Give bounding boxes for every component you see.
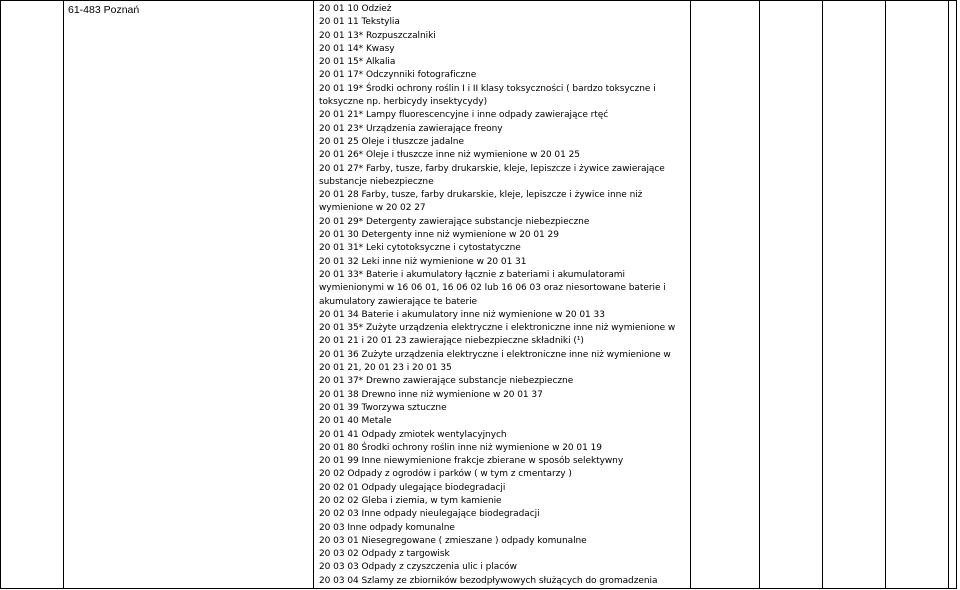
waste-code-line: 20 01 13* Rozpuszczalniki	[319, 30, 436, 41]
waste-code-line: 20 01 21* Lampy fluorescencyjne i inne odpady zawierające rtęć	[319, 110, 609, 121]
waste-code-line: 20 01 35* Zużyte urządzenia elektryczne i elektroniczne inne niż wymienione w	[319, 323, 676, 334]
waste-code-line: 20 01 38 Drewno inne niż wymienione w 20 01 37	[319, 389, 543, 400]
waste-code-line: 20 01 25 Oleje i tłuszcze jadalne	[319, 136, 464, 147]
waste-code-line: 20 03 01 Niesegregowane ( zmieszane ) odpady komunalne	[319, 535, 587, 546]
waste-code-line: 20 01 99 Inne niewymienione frakcje zbierane w sposób selektywny	[319, 456, 624, 467]
waste-code-line: toksyczne np. herbicydy insektycydy)	[319, 97, 488, 108]
waste-code-line: 20 02 02 Gleba i ziemia, w tym kamienie	[319, 495, 502, 506]
waste-code-line: akumulatory zawierające te baterie	[319, 296, 478, 307]
waste-code-line: 20 01 17* Odczynniki fotograficzne	[319, 70, 477, 81]
empty-cell	[760, 1, 823, 589]
waste-code-line: 20 03 04 Szlamy ze zbiorników bezodpływowych służących do gromadzenia	[319, 575, 658, 586]
waste-code-line: 20 03 Inne odpady komunalne	[319, 522, 455, 533]
address-cell	[64, 1, 314, 589]
waste-code-line: 20 03 02 Odpady z targowisk	[319, 549, 450, 560]
waste-codes-list	[314, 1, 690, 588]
empty-cell	[886, 1, 949, 589]
waste-code-line: wymienionymi w 16 06 01, 16 06 02 lub 16 06 03 oraz niesortowane baterie i	[319, 283, 666, 294]
waste-code-line: 20 01 29* Detergenty zawierające substancje niebezpieczne	[319, 216, 590, 227]
waste-code-line: 20 01 39 Tworzywa sztuczne	[319, 402, 447, 413]
waste-code-line: 20 01 28 Farby, tusze, farby drukarskie, kleje, lepiszcze i żywice inne niż	[319, 190, 643, 201]
waste-code-line: 20 01 21 i 20 01 23 zawierające niebezpieczne składniki (¹)	[319, 336, 584, 347]
waste-code-line: 20 02 Odpady z ogrodów i parków ( w tym z cmentarzy )	[319, 469, 572, 480]
waste-code-line: 20 01 30 Detergenty inne niż wymienione w 20 01 29	[319, 230, 559, 241]
waste-code-line: 20 01 14* Kwasy	[319, 43, 395, 54]
waste-code-line: 20 01 27* Farby, tusze, farby drukarskie, kleje, lepiszcze i żywice zawierające	[319, 163, 665, 174]
waste-code-line: 20 01 32 Leki inne niż wymienione w 20 01 31	[319, 256, 527, 267]
table-row	[1, 1, 957, 589]
empty-cell	[949, 1, 957, 589]
waste-code-line: 20 01 26* Oleje i tłuszcze inne niż wymienione w 20 01 25	[319, 150, 580, 161]
waste-code-line: 20 02 03 Inne odpady nieulegające biodegradacji	[319, 509, 540, 520]
waste-code-line: 20 01 21, 20 01 23 i 20 01 35	[319, 363, 452, 374]
waste-code-line: 20 01 33* Baterie i akumulatory łącznie z bateriami i akumulatorami	[319, 269, 625, 280]
waste-code-line: 20 01 19* Środki ochrony roślin I i II klasy toksyczności ( bardzo toksyczne i	[319, 83, 656, 94]
empty-cell	[1, 1, 64, 589]
waste-code-line: wymienione w 20 02 27	[319, 203, 426, 214]
waste-code-line: 20 01 23* Urządzenia zawierające freony	[319, 123, 503, 134]
waste-code-line: 20 01 36 Zużyte urządzenia elektryczne i elektroniczne inne niż wymienione w	[319, 349, 671, 360]
waste-code-line: 20 01 80 Środki ochrony roślin inne niż wymienione w 20 01 19	[319, 442, 602, 453]
waste-code-line: substancje niebezpieczne	[319, 176, 434, 187]
waste-code-line: 20 02 01 Odpady ulegające biodegradacji	[319, 482, 506, 493]
waste-code-line: 20 01 40 Metale	[319, 416, 392, 427]
waste-code-line: 20 01 41 Odpady zmiotek wentylacyjnych	[319, 429, 507, 440]
empty-cell	[691, 1, 760, 589]
waste-code-line: 20 01 37* Drewno zawierające substancje niebezpieczne	[319, 376, 574, 387]
waste-code-line: 20 01 10 Odzież	[319, 4, 392, 14]
waste-code-line: 20 01 11 Tekstylia	[319, 17, 400, 28]
waste-code-line: 20 01 34 Baterie i akumulatory inne niż wymienione w 20 01 33	[319, 309, 605, 320]
waste-code-line: 20 01 15* Alkalia	[319, 57, 396, 68]
waste-codes-cell	[314, 1, 691, 589]
postal-address: 61-483 Poznań	[68, 4, 140, 16]
waste-code-line: 20 03 03 Odpady z czyszczenia ulic i placów	[319, 562, 517, 573]
waste-code-line: 20 01 31* Leki cytotoksyczne i cytostatyczne	[319, 243, 521, 254]
empty-cell	[823, 1, 886, 589]
